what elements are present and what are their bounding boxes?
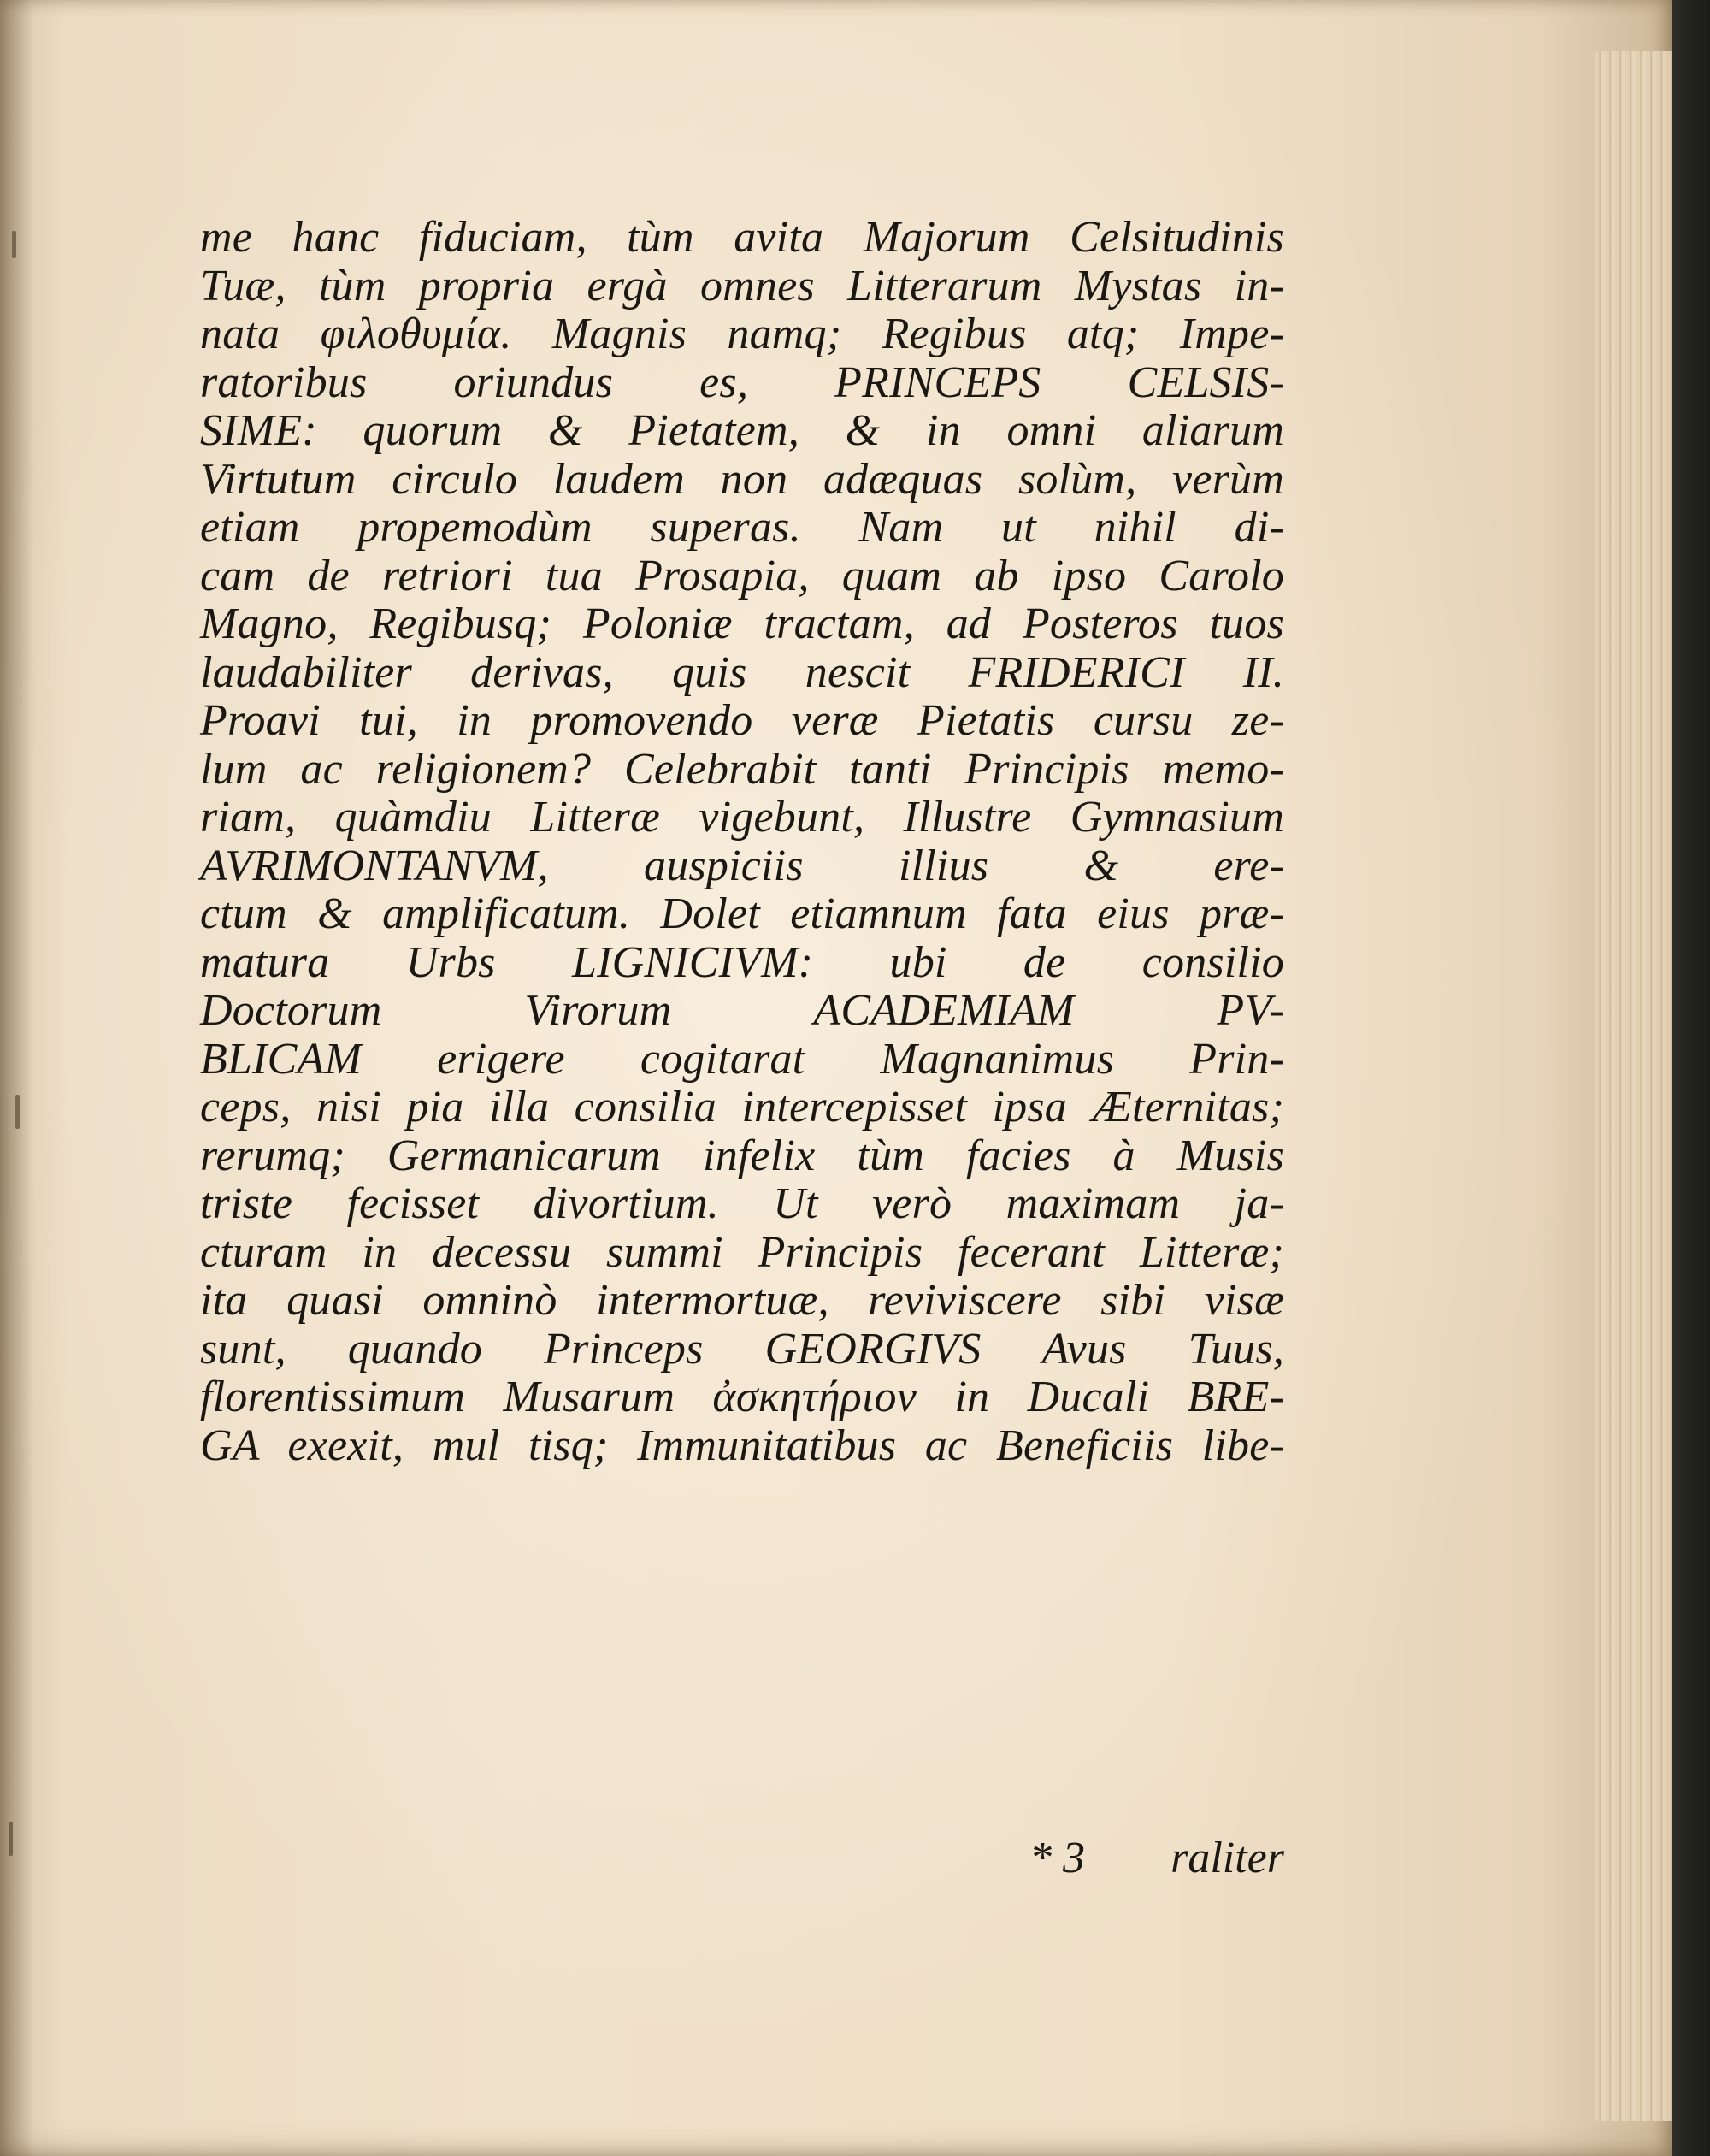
page-stack-edge: [1595, 51, 1672, 2121]
text-line: lum ac religionem? Celebrabit tanti Principis memo-: [200, 744, 1284, 794]
text-line: florentissimum Musarum ἀσκητήριον in Ducali BRE-: [200, 1373, 1284, 1421]
text-line: sunt, quando Princeps GEORGIVS Avus Tuus,: [200, 1324, 1284, 1373]
text-line: ratoribus oriundus es, PRINCEPS CELSIS-: [200, 357, 1284, 407]
margin-mark: [12, 231, 16, 258]
page-gutter: [0, 0, 34, 2156]
text-line: Magno, Regibusq; Poloniæ tractam, ad Posteros tuos: [200, 600, 1284, 648]
text-line: ita quasi omninò intermortuæ, reviviscere sibi visæ: [200, 1276, 1284, 1325]
text-line: nata φιλοθυμία. Magnis namq; Regibus atq; Impe-: [200, 310, 1284, 358]
text-line: SIME: quorum & Pietatem, & in omni aliarum: [200, 406, 1284, 455]
text-line: me hanc fiduciam, tùm avita Majorum Celsitudinis: [200, 213, 1284, 262]
text-line: Virtutum circulo laudem non adæquas solùm, verùm: [200, 454, 1284, 504]
text-line: cam de retriori tua Prosapia, quam ab ipso Carolo: [200, 551, 1284, 600]
text-line: AVRIMONTANVM, auspiciis illius & ere-: [200, 841, 1284, 890]
text-line: Tuæ, tùm propria ergà omnes Litterarum Mystas in-: [200, 261, 1284, 310]
page-footer: [200, 1834, 1284, 1882]
margin-mark: [9, 1822, 13, 1856]
margin-mark: [15, 1095, 20, 1129]
text-line: rerumq; Germanicarum infelix tùm facies à Musis: [200, 1131, 1284, 1180]
text-line: ceps, nisi pia illa consilia intercepisset ipsa Æternitas;: [200, 1083, 1284, 1131]
body-text: [200, 214, 1284, 1470]
text-line: triste fecisset divortium. Ut verò maximam ja-: [200, 1179, 1284, 1228]
signature-mark: * 3: [1029, 1834, 1085, 1882]
text-line: riam, quàmdiu Litteræ vigebunt, Illustre Gymnasium: [200, 793, 1284, 842]
text-line: laudabiliter derivas, quis nescit FRIDERICI II.: [200, 647, 1284, 697]
text-line: BLICAM erigere cogitarat Magnanimus Prin-: [200, 1034, 1284, 1084]
text-line: etiam propemodùm superas. Nam ut nihil di-: [200, 503, 1284, 552]
catchword: raliter: [1170, 1834, 1284, 1882]
text-line: cturam in decessu summi Principis fecerant Litteræ;: [200, 1227, 1284, 1277]
text-line: Proavi tui, in promovendo veræ Pietatis cursu ze-: [200, 696, 1284, 745]
text-line: matura Urbs LIGNICIVM: ubi de consilio: [200, 937, 1284, 987]
text-line: GA exexit, mul tisq; Immunitatibus ac Beneficiis libe-: [200, 1421, 1284, 1470]
text-line: Doctorum Virorum ACADEMIAM PV-: [200, 986, 1284, 1035]
text-line: ctum & amplificatum. Dolet etiamnum fata eius præ-: [200, 889, 1284, 938]
